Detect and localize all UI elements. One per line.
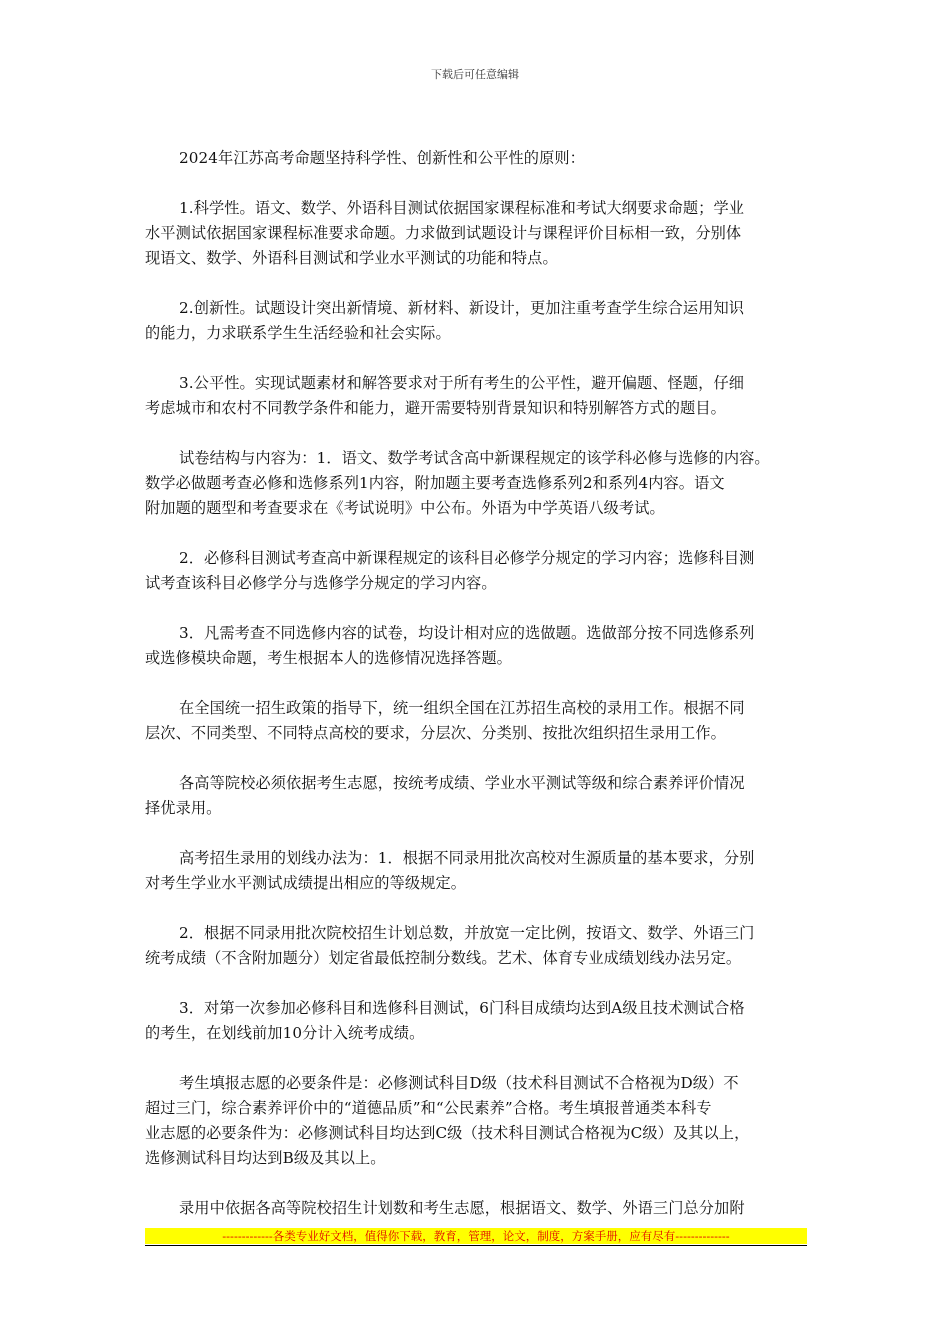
paragraph-application-conditions: 考生填报志愿的必要条件是：必修测试科目D级（技术科目测试不合格视为D级）不 超过三门，综合素养评价中的“道德品质”和“公民素养”合格。考生填报普通类本科专 业志愿的必要条件为：必修测试科目均达到C级（技术科目测试合格视为C级）及其以上， 选修测试科目均达到B级及其以上。: [145, 1074, 750, 1167]
paragraph-admission-organization: 在全国统一招生政策的指导下，统一组织全国在江苏招生高校的录用工作。根据不同 层次、不同类型、不同特点高校的要求，分层次、分类别、按批次组织招生录用工作。: [145, 699, 745, 742]
paragraph-admission-ranking: 录用中依据各高等院校招生计划数和考生志愿，根据语文、数学、外语三门总分加附: [179, 1199, 745, 1217]
document-body: [145, 146, 815, 1246]
paragraph-exam-structure: 试卷结构与内容为：1．语文、数学考试含高中新课程规定的该学科必修与选修的内容。 数学必做题考查必修和选修系列1内容，附加题主要考查选修系列2和系列4内容。语文 附加题的题型和考查要求在《考试说明》中公布。外语为中学英语八级考试。: [145, 449, 770, 517]
footer-banner: -------------各类专业好文档，值得你下载，教育，管理，论文，制度，方案手册，应有尽有--------------: [145, 1228, 807, 1244]
page-header: 下载后可任意编辑: [431, 68, 519, 81]
paragraph-min-control-line: 2．根据不同录用批次院校招生计划总数，并放宽一定比例，按语文、数学、外语三门 统考成绩（不含附加题分）划定省最低控制分数线。艺术、体育专业成绩划线办法另定。: [145, 924, 755, 967]
paragraph-elective-questions: 3．凡需考查不同选修内容的试卷，均设计相对应的选做题。选做部分按不同选修系列 或选修模块命题，考生根据本人的选修情况选择答题。: [145, 624, 755, 667]
paragraph-scientific: 1.科学性。语文、数学、外语科目测试依据国家课程标准和考试大纲要求命题；学业 水平测试依据国家课程标准要求命题。力求做到试题设计与课程评价目标相一致，分别体 现语文、数学、外语科目测试和学业水平测试的功能和特点。: [145, 199, 745, 267]
footer-divider: [145, 1245, 807, 1246]
paragraph-bonus-points: 3．对第一次参加必修科目和选修科目测试，6门科目成绩均达到A级且技术测试合格 的考生，在划线前加10分计入统考成绩。: [145, 999, 745, 1042]
paragraph-principles-intro: 2024年江苏高考命题坚持科学性、创新性和公平性的原则：: [179, 149, 585, 167]
paragraph-cutoff-method: 高考招生录用的划线办法为：1．根据不同录用批次高校对生源质量的基本要求，分别 对考生学业水平测试成绩提出相应的等级规定。: [145, 849, 755, 892]
paragraph-innovative: 2.创新性。试题设计突出新情境、新材料、新设计，更加注重考查学生综合运用知识 的能力，力求联系学生生活经验和社会实际。: [145, 299, 745, 342]
paragraph-admission-basis: 各高等院校必须依据考生志愿，按统考成绩、学业水平测试等级和综合素养评价情况 择优录用。: [145, 774, 745, 817]
paragraph-required-subjects: 2．必修科目测试考查高中新课程规定的该科目必修学分规定的学习内容；选修科目测 试考查该科目必修学分与选修学分规定的学习内容。: [145, 549, 755, 592]
paragraph-fairness: 3.公平性。实现试题素材和解答要求对于所有考生的公平性，避开偏题、怪题，仔细 考虑城市和农村不同教学条件和能力，避开需要特别背景知识和特别解答方式的题目。: [145, 374, 745, 417]
